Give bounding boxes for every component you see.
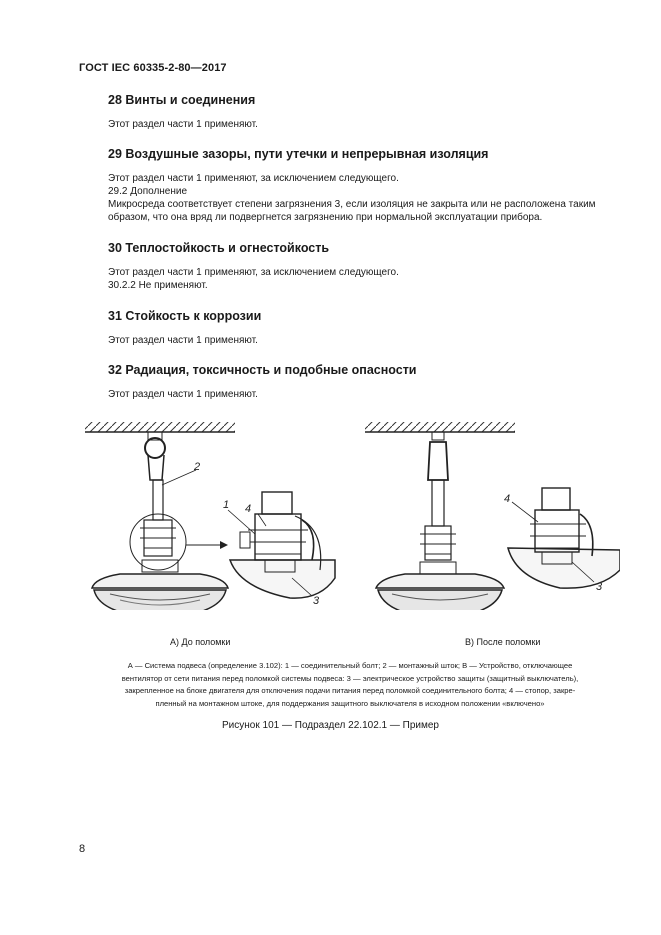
figure-legend: [70, 660, 630, 710]
label-2: 2: [194, 461, 201, 473]
figure-caption: Рисунок 101 — Подраздел 22.102.1 — Пример: [222, 720, 439, 731]
section-29-text: Этот раздел части 1 применяют, за исключением следующего.: [108, 173, 399, 184]
ceiling-right: [365, 422, 515, 432]
label-4-right: 4: [504, 493, 511, 505]
section-30-text: Этот раздел части 1 применяют, за исключением следующего.: [108, 267, 399, 278]
legend-line-4: пленный на монтажном штоке, для поддержания защитного выключателя в исходном положении «включено»: [155, 698, 545, 708]
section-29-title: 29 Воздушные зазоры, пути утечки и непрерывная изоляция: [108, 147, 489, 161]
section-29-2-paragraph: Микросреда соответствует степени загрязнения 3, если изоляция не закрыта или не расположена таким образом, что она вряд ли подвергнется загрязнению при нормальной эксплуатации прибора.: [108, 199, 596, 223]
label-1: 1: [223, 499, 230, 511]
section-28-title: 28 Винты и соединения: [108, 93, 256, 107]
section-28-text: Этот раздел части 1 применяют.: [108, 119, 258, 130]
fan-before-failure: [85, 422, 235, 610]
section-29-2-title: 29.2 Дополнение: [108, 186, 188, 197]
label-4-left: 4: [245, 503, 252, 515]
label-3-left: 3: [313, 595, 320, 607]
legend-line-1: А — Система подвеса (определение 3.102): 1 — соединительный болт; 2 — монтажный шток; В — Устройство, отключающее: [127, 661, 573, 670]
detail-inset-left: [223, 492, 335, 607]
caption-before-failure: А) До поломки: [170, 637, 231, 647]
legend-line-3: закрепленное на блоке двигателя для отключения подачи питания перед поломкой соединительного болта; 4 — стопор, закре-: [124, 686, 576, 695]
legend-line-2: вентилятор от сети питания перед поломкой системы подвеса: 3 — электрическое устройство защиты (защитный выключатель),: [121, 673, 579, 683]
page-number: 8: [79, 843, 86, 855]
caption-after-failure: В) После поломки: [465, 637, 541, 647]
section-31-text: Этот раздел части 1 применяют.: [108, 335, 258, 346]
label-3-right: 3: [596, 581, 603, 593]
figure-ceiling-fan-suspension: [80, 410, 620, 610]
ceiling-left: [85, 422, 235, 432]
detail-inset-right: [504, 488, 620, 593]
section-32-text: Этот раздел части 1 применяют.: [108, 389, 258, 400]
section-32-title: 32 Радиация, токсичность и подобные опасности: [108, 363, 417, 377]
section-30-title: 30 Теплостойкость и огнестойкость: [108, 241, 330, 255]
document-header: ГОСТ IEC 60335-2-80—2017: [79, 62, 227, 74]
fan-after-failure: [365, 422, 515, 610]
section-30-2-2: 30.2.2 Не применяют.: [108, 280, 208, 291]
section-31-title: 31 Стойкость к коррозии: [108, 309, 262, 323]
